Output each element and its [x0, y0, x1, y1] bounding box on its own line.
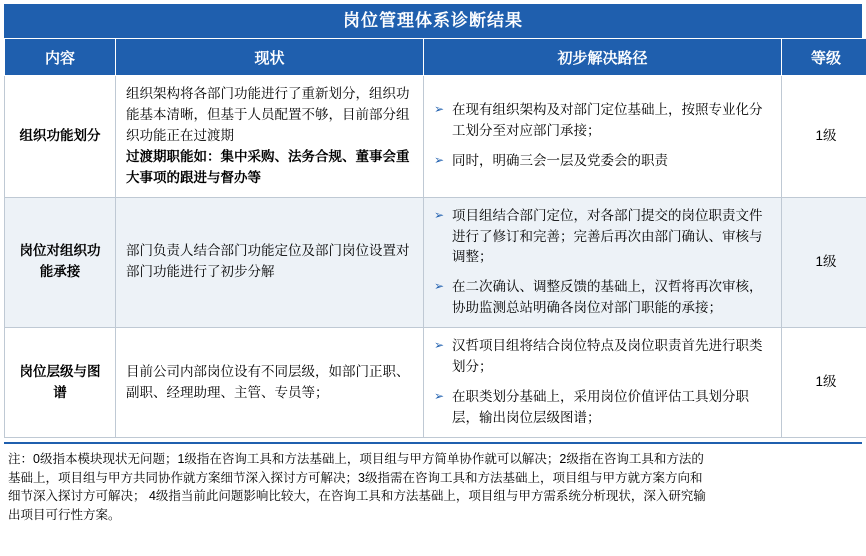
row-status-cell: [116, 76, 424, 198]
row-path-cell: [424, 197, 782, 328]
status-paragraph: 组织架构将各部门功能进行了重新划分，组织功能基本清晰，但基于人员配置不够，目前部分组织功能正在过渡期: [126, 84, 413, 147]
row-level-badge: 1级: [782, 76, 866, 198]
arrow-bullet-icon: ➢: [434, 151, 444, 170]
path-item: [434, 206, 771, 269]
path-item: [434, 277, 771, 319]
column-header-level: 等级: [782, 39, 866, 76]
row-content-label: 岗位对组织功能承接: [5, 197, 116, 328]
diagnosis-table: [4, 38, 866, 438]
arrow-bullet-icon: ➢: [434, 277, 444, 296]
table-row: [5, 328, 866, 438]
row-path-cell: [424, 328, 782, 438]
row-status-cell: [116, 328, 424, 438]
path-item-text: 在二次确认、调整反馈的基础上，汉哲将再次审核，协助监测总站明确各岗位对部门职能的承接；: [452, 279, 763, 315]
row-content-label: 组织功能划分: [5, 76, 116, 198]
row-level-badge: 1级: [782, 197, 866, 328]
column-header-status: 现状: [116, 39, 424, 76]
path-item: [434, 336, 771, 378]
path-item-text: 在现有组织架构及对部门定位基础上，按照专业化分工划分至对应部门承接；: [452, 102, 763, 138]
arrow-bullet-icon: ➢: [434, 100, 444, 119]
status-paragraph: 目前公司内部岗位设有不同层级，如部门正职、副职、经理助理、主管、专员等；: [126, 362, 413, 404]
status-paragraph-emphasis: 过渡期职能如：集中采购、法务合规、董事会重大事项的跟进与督办等: [126, 147, 413, 189]
document-title: 岗位管理体系诊断结果: [4, 4, 862, 38]
footnote-line: 基础上，项目组与甲方共同协作就方案细节深入探讨方可解决；3级指需在咨询工具和方法基础上，项目组与甲方就方案方向和: [8, 469, 860, 488]
arrow-bullet-icon: ➢: [434, 206, 444, 225]
arrow-bullet-icon: ➢: [434, 387, 444, 406]
path-item-text: 同时，明确三会一层及党委会的职责: [452, 153, 668, 168]
path-item: [434, 387, 771, 429]
path-item-text: 汉哲项目组将结合岗位特点及岗位职责首先进行职类划分；: [452, 338, 763, 374]
path-item-text: 项目组结合部门定位，对各部门提交的岗位职责文件进行了修订和完善；完善后再次由部门确认、审核与调整；: [452, 208, 763, 265]
table-header-row: [5, 39, 866, 76]
row-content-label: 岗位层级与图谱: [5, 328, 116, 438]
column-header-path: 初步解决路径: [424, 39, 782, 76]
path-item-text: 在职类划分基础上，采用岗位价值评估工具划分职层，输出岗位层级图谱；: [452, 389, 749, 425]
arrow-bullet-icon: ➢: [434, 336, 444, 355]
path-item: [434, 100, 771, 142]
row-status-cell: [116, 197, 424, 328]
footnote-line: 出项目可行性方案。: [8, 506, 860, 525]
row-path-cell: [424, 76, 782, 198]
row-level-badge: 1级: [782, 328, 866, 438]
table-row: [5, 76, 866, 198]
path-item: [434, 151, 771, 172]
footnote-line: 注：0级指本模块现状无问题；1级指在咨询工具和方法基础上，项目组与甲方简单协作就可以解决；2级指在咨询工具和方法的: [8, 450, 860, 469]
table-row: [5, 197, 866, 328]
status-paragraph: 部门负责人结合部门功能定位及部门岗位设置对部门功能进行了初步分解: [126, 241, 413, 283]
footnote-line: 细节深入探讨方可解决； 4级指当前此问题影响比较大，在咨询工具和方法基础上，项目组与甲方需系统分析现状，深入研究输: [8, 487, 860, 506]
footer-divider: [4, 442, 862, 444]
footnote: [8, 450, 860, 525]
column-header-content: 内容: [5, 39, 116, 76]
document-root: [0, 4, 866, 556]
